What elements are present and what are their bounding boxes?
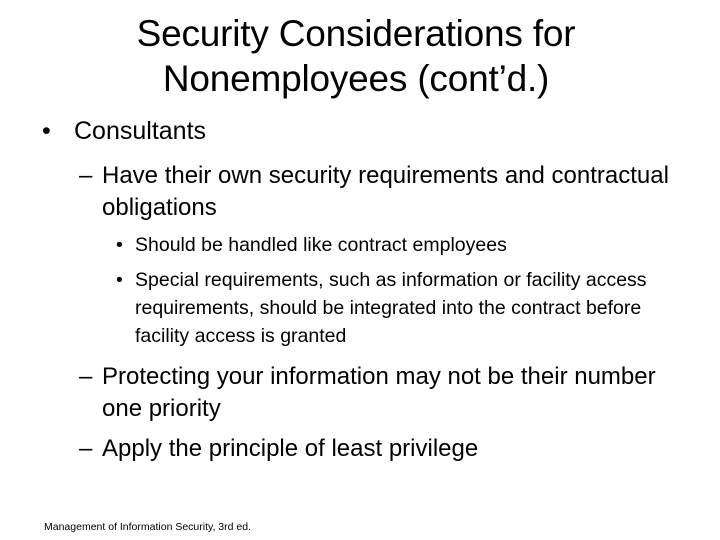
bullet-text: Consultants	[74, 117, 207, 145]
dash-item-least-privilege	[79, 433, 679, 465]
sub-item-contract-employees	[116, 231, 696, 259]
sub-bullet-marker: •	[116, 269, 123, 291]
sub-bullet-marker: •	[116, 234, 123, 256]
dash-item-text: Apply the principle of least privilege	[102, 435, 479, 462]
dash-marker: –	[79, 363, 93, 390]
sub-item-text: Special requirements, such as information or facility access requirements, should be integrated into the contract before facility access is granted	[135, 269, 647, 347]
sub-item-special-requirements	[116, 266, 696, 350]
bullet-marker: •	[42, 117, 51, 145]
slide-title-line-2: Nonemployees (cont’d.)	[162, 58, 550, 99]
slide-title	[40, 11, 672, 101]
dash-item-priority	[79, 361, 679, 425]
dash-item-own-requirements	[79, 160, 679, 224]
dash-item-text: Protecting your information may not be their number one priority	[102, 363, 656, 422]
dash-marker: –	[79, 162, 93, 189]
sub-item-text: Should be handled like contract employees	[135, 234, 507, 256]
dash-marker: –	[79, 435, 93, 462]
bullet-consultants	[42, 114, 692, 148]
slide-title-line-1: Security Considerations for	[136, 13, 576, 54]
dash-item-text: Have their own security requirements and contractual obligations	[102, 162, 669, 221]
slide-footer: Management of Information Security, 3rd ed.	[44, 521, 251, 533]
